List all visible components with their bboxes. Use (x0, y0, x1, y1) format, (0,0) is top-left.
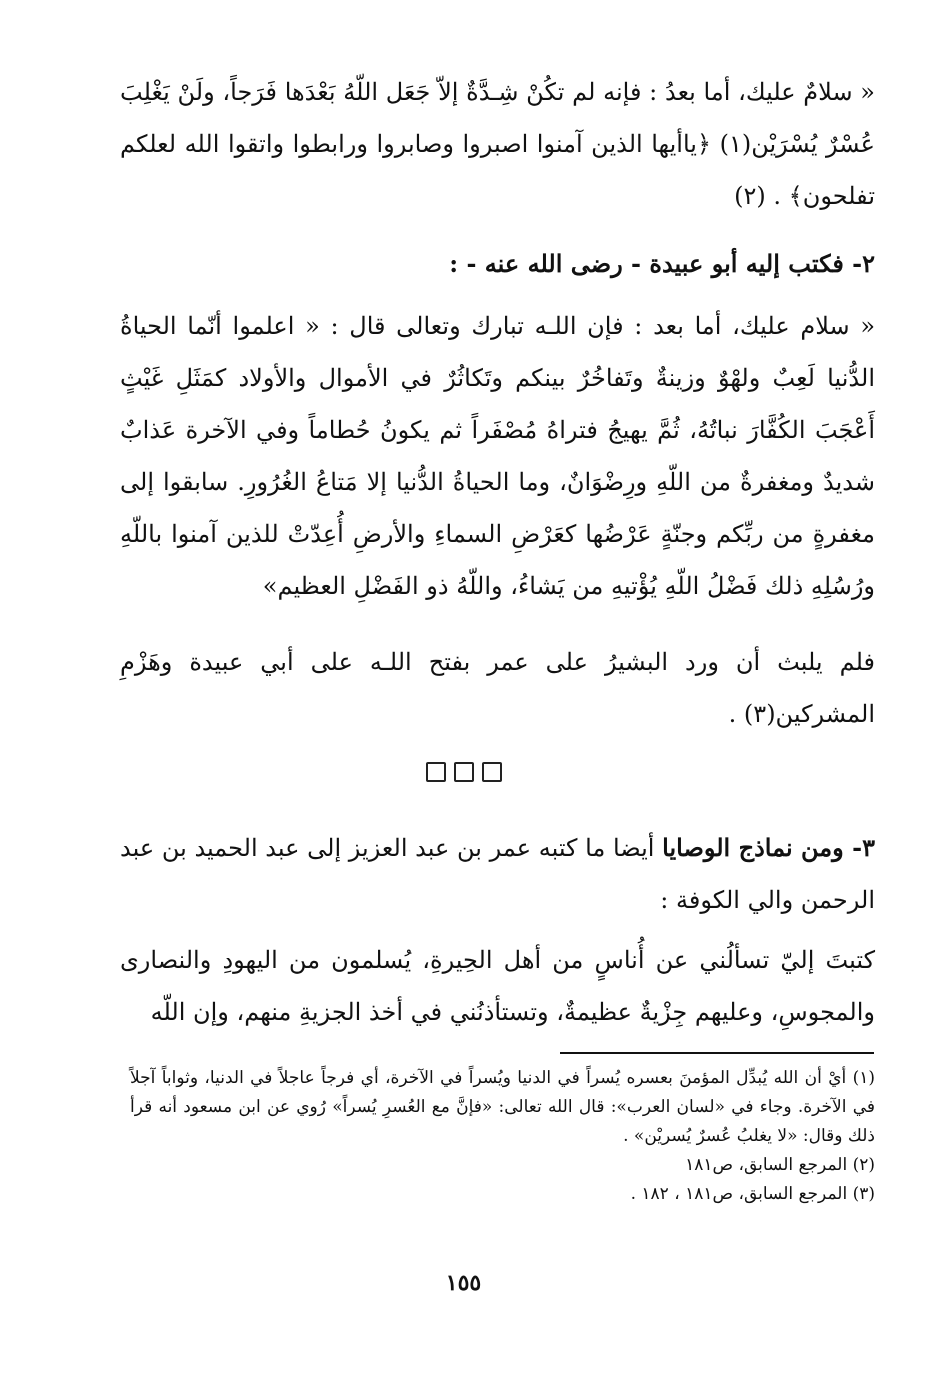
footnote-2: (٢) المرجع السابق، ص١٨١ (685, 1155, 875, 1175)
separator-box-icon (426, 762, 446, 782)
separator-box-icon (482, 762, 502, 782)
footnote-3: (٣) المرجع السابق، ص١٨١ ، ١٨٢ . (630, 1184, 875, 1204)
section-separator (0, 762, 927, 786)
heading-abu-ubaida-reply: ٢- فكتب إليه أبو عبيدة - رضى الله عنه - : (449, 249, 875, 278)
page-number: ١٥٥ (445, 1270, 482, 1296)
footnotes (130, 1064, 875, 1209)
separator-box-icon (454, 762, 474, 782)
section-lead-rest: أيضا ما كتبه عمر بن عبد العزيز إلى عبد الحميد بن عبد الرحمن والي الكوفة : (120, 834, 875, 914)
paragraph-letter-umar: « سلامٌ عليك، أما بعدُ : فإنه لم تكُنْ شِـدَّةٌ إلاّ جَعَل اللّهُ بَعْدَها فَرَجاً، ولَنْ يَغْلِبَ عُسْرٌ يُسْرَيْن(١) ﴿ياأيها الذين آمنوا اصبروا وصابروا ورابطوا واتقوا الله لعلكم تفلحون﴾ . (٢) (120, 78, 875, 210)
footnote-1: (١) أيْ أن الله يُبدِّل المؤمنَ بعسره يُسراً في الدنيا ويُسراً في الآخرة، أي فرجاً عاجلاً في الدنيا، وثواباً آجلاً في الآخرة. وجاء في «لسان العرب»: قال الله تعالى: «فإنَّ مع العُسرِ يُسراً» رُوي عن ابن مسعود أنه قرأ ذلك وقال: «لا يغلبُ عُسرٌ يُسريْن» . (130, 1068, 875, 1146)
paragraph-letter-jizya: كتبتَ إليّ تسألُني عن أُناسٍ من أهل الحِيرةِ، يُسلمون من اليهودِ والنصارى والمجوسِ، وعليهم جِزْيةٌ عظيمةٌ، وتستأذنُني في أخذ الجزيةِ منهم، وإن اللّه (120, 946, 875, 1026)
paragraph-news-of-victory: فلم يلبث أن ورد البشيرُ على عمر بفتح اللـه على أبي عبيدة وهَزْمِ المشركين(٣) . (120, 648, 875, 728)
footnote-divider (560, 1052, 874, 1054)
section-lead: ٣- ومن نماذج الوصايا (662, 833, 875, 862)
paragraph-umar-abdulaziz-intro (120, 822, 875, 926)
paragraph-letter-abu-ubaida: « سلام عليك، أما بعد : فإن اللـه تبارك وتعالى قال : « اعلموا أنّما الحياةُ الدُّنيا لَعِبٌ ولهْوٌ وزينةٌ وتَفاخُرٌ بينكم وتَكاثُرٌ في الأموال والأولاد كمَثَلِ غَيْثٍ أَعْجَبَ الكُفَّارَ نباتُهُ، ثُمَّ يهيجُ فتراهُ مُصْفَراً ثم يكونُ حُطاماً وفي الآخرة عَذابٌ شديدٌ ومغفرةٌ من اللّهِ ورِضْوَانٌ، وما الحياةُ الدُّنيا إلا مَتاعُ الغُرُورِ. سابقوا إلى مغفرةٍ من ربِّكم وجنّةٍ عَرْضُها كعَرْضِ السماءِ والأرضِ أُعِدّتْ للذين آمنوا باللّهِ ورُسُلِهِ ذلك فَضْلُ اللّهِ يُؤْتيهِ من يَشاءُ، واللّهُ ذو الفَضْلِ العظيم» (120, 312, 875, 600)
